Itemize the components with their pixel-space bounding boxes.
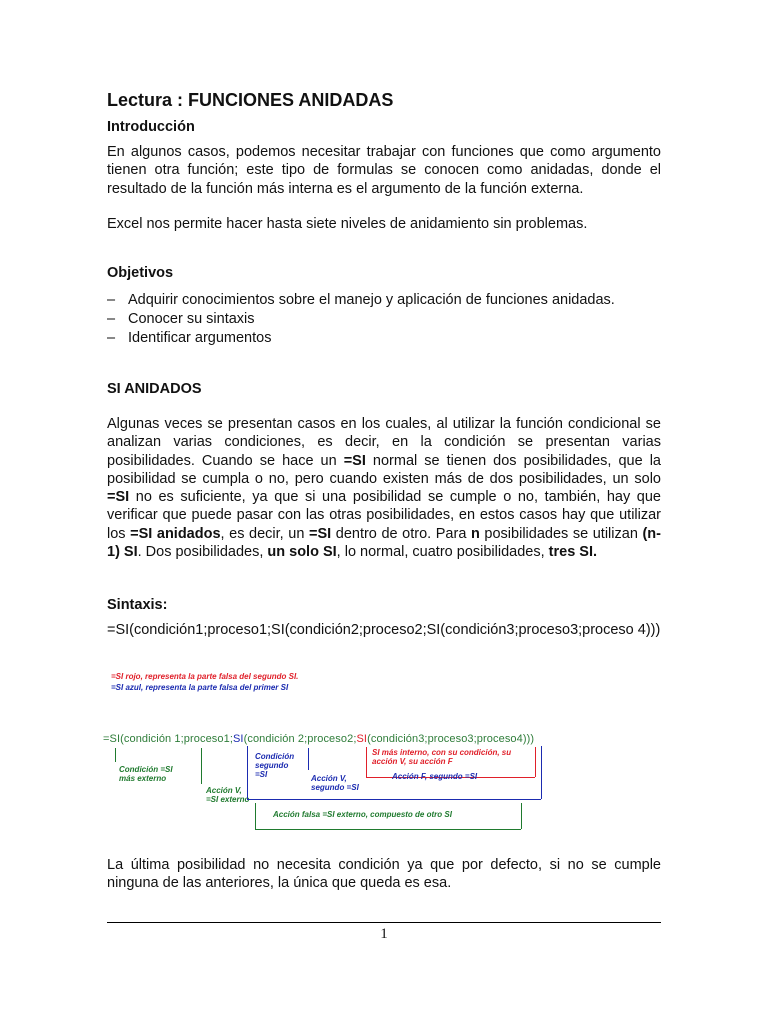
list-dash: – — [107, 311, 116, 327]
syntax-heading: Sintaxis: — [107, 597, 168, 613]
label-accion-v-2: Acción V, segundo =SI — [311, 774, 359, 792]
label-accion-f-2: Acción F, segundo =SI — [392, 772, 478, 781]
connector-line — [247, 799, 541, 800]
connector-line — [115, 748, 116, 762]
connector-line — [308, 748, 309, 770]
connector-line — [255, 803, 256, 829]
legend-red: =SI rojo, representa la parte falsa del segundo SI. — [111, 672, 299, 681]
connector-line — [541, 746, 542, 799]
connector-line — [201, 748, 202, 784]
intro-paragraph-2: Excel nos permite hacer hasta siete niveles de anidamiento sin problemas. — [107, 216, 588, 232]
footer-divider — [107, 922, 661, 923]
legend-blue: =SI azul, representa la parte falsa del primer SI — [111, 683, 289, 692]
list-dash: – — [107, 292, 116, 308]
label-accion-falsa: Acción falsa =SI externo, compuesto de otro SI — [273, 810, 452, 819]
objective-text: Adquirir conocimientos sobre el manejo y aplicación de funciones anidadas. — [128, 292, 615, 308]
label-accion-v-1: Acción V, =SI externo — [206, 786, 250, 804]
connector-line — [247, 746, 248, 799]
page-number: 1 — [380, 926, 388, 942]
label-condicion-2: Condición segundo =SI — [255, 752, 295, 779]
objective-text: Conocer su sintaxis — [128, 311, 255, 327]
nested-si-diagram — [103, 668, 548, 838]
diagram-formula: =SI(condición 1;proceso1;SI(condición 2;proceso2;SI(condición3;proceso3;proceso4))) — [103, 733, 535, 745]
syntax-formula: =SI(condición1;proceso1;SI(condición2;proceso2;SI(condición3;proceso3;proceso 4))) — [107, 622, 661, 638]
connector-line — [521, 803, 522, 829]
label-condicion-1: Condición =SI más externo — [119, 765, 173, 783]
connector-line — [255, 829, 521, 830]
objective-text: Identificar argumentos — [128, 330, 272, 346]
label-si-interno: SI más interno, con su condición, su acción V, su acción F — [372, 748, 512, 766]
intro-heading: Introducción — [107, 119, 195, 135]
si-anidados-heading: SI ANIDADOS — [107, 381, 202, 397]
intro-paragraph-1: En algunos casos, podemos necesitar trabajar con funciones que como argumento tienen otra función; este tipo de formulas se conocen como anidadas, donde el resultado de la función más interna es el argumento de la función externa. — [107, 144, 661, 197]
objectives-heading: Objetivos — [107, 265, 174, 281]
si-anidados-paragraph: Algunas veces se presentan casos en los cuales, al utilizar la función condicional se analizan varias condiciones, es decir, en la condición se presentan varias posibilidades. Cuando se hace un =SI normal se tienen dos posibilidades, que la posibilidad se cumpla o no, pero cuando existen más de dos posibilidades, un solo =SI no es suficiente, ya que si una posibilidad se cumple o no, también, hay que verificar que puede pasar con las otras posibilidades, en estos casos hay que utilizar los =SI anidados, es decir, un =SI dentro de otro. Para n posibilidades se utilizan (n-1) SI. Dos posibilidades, un solo SI, lo normal, cuatro posibilidades, tres SI. — [107, 416, 661, 561]
document-title: Lectura : FUNCIONES ANIDADAS — [107, 90, 394, 110]
list-dash: – — [107, 330, 116, 346]
connector-line — [535, 747, 536, 777]
connector-line — [366, 747, 367, 777]
closing-paragraph: La última posibilidad no necesita condición ya que por defecto, si no se cumple ninguna de las anteriores, la única que queda es esa. — [107, 857, 661, 892]
